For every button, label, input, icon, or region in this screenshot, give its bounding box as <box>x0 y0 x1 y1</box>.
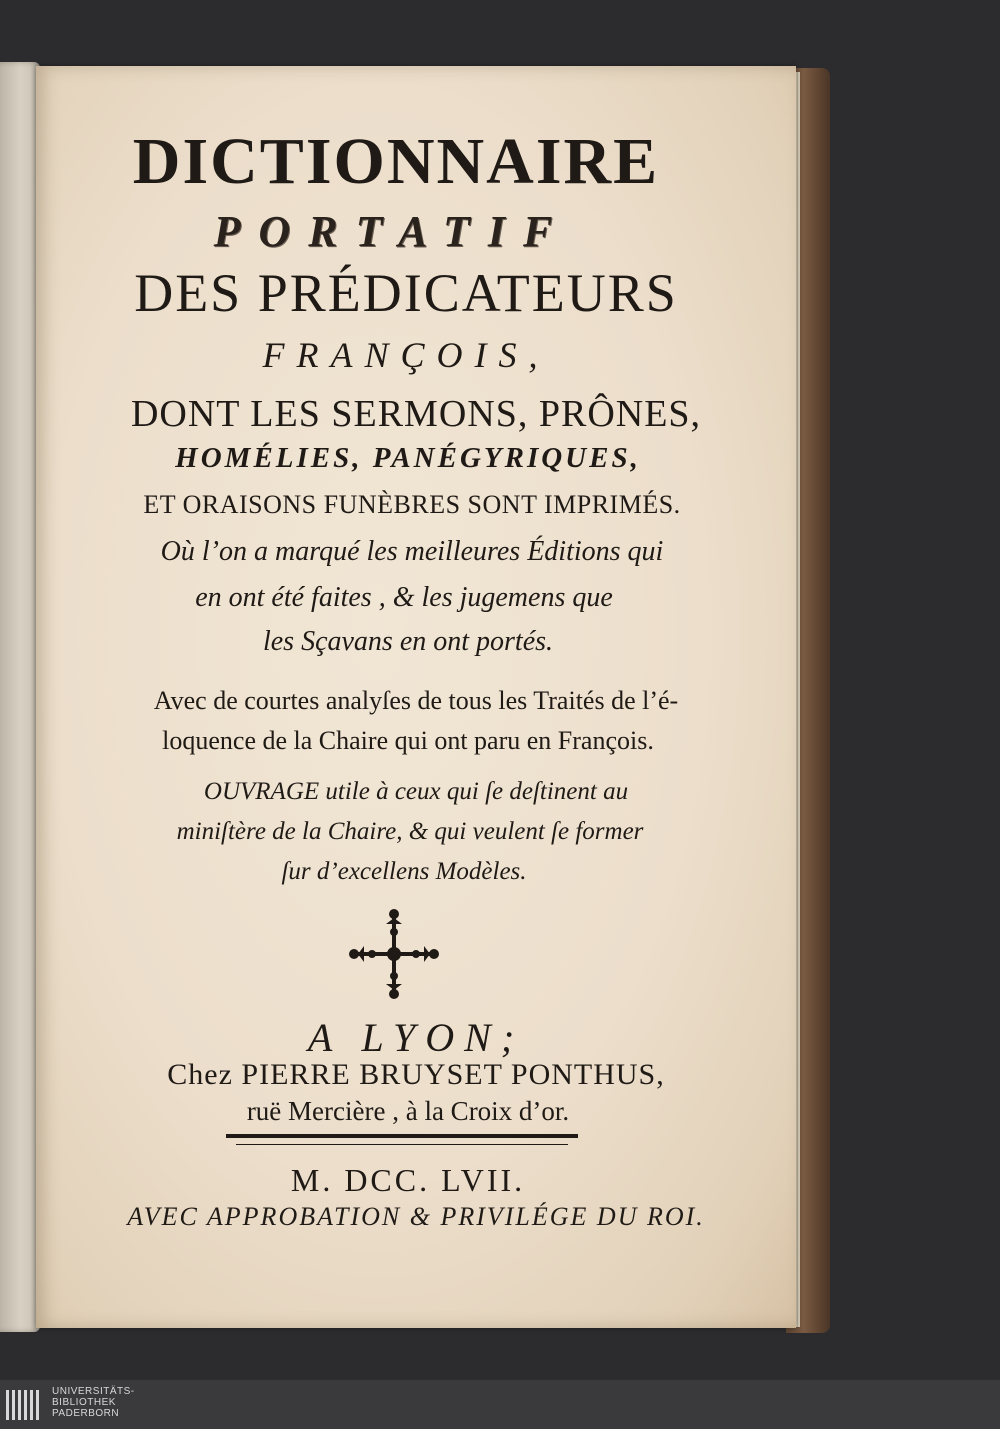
logo-text-line-3: PADERBORN <box>52 1408 120 1419</box>
subtitle-homelies: HOMÉLIES, PANÉGYRIQUES, <box>175 442 641 474</box>
title-main: DICTIONNAIRE <box>132 125 660 198</box>
description-line-2: en ont été faites , & les jugemens que <box>195 582 613 613</box>
ouvrage-line-1: OUVRAGE utile à ceux qui ſe deſtinent au <box>203 778 629 805</box>
title-predicateurs: DES PRÉDICATEURS <box>134 263 678 323</box>
description-line-3: les Sçavans en ont portés. <box>262 626 554 657</box>
title-portatif: PORTATIF <box>213 207 571 256</box>
imprint-address: ruë Mercière , à la Croix d’or. <box>246 1096 570 1126</box>
approbation-line: AVEC APPROBATION & PRIVILÉGE DU ROI. <box>127 1202 705 1231</box>
imprint-date: M. DCC. LVII. <box>290 1162 526 1198</box>
rule-thin <box>236 1144 568 1145</box>
fleuron-ornament-icon <box>346 906 442 1002</box>
logo-text-line-2: BIBLIOTHEK <box>52 1397 116 1408</box>
imprint-printer: Chez PIERRE BRUYSET PONTHUS, <box>167 1058 665 1091</box>
ouvrage-line-3: ſur d’excellens Modèles. <box>281 858 527 885</box>
subtitle-oraisons: ET ORAISONS FUNÈBRES SONT IMPRIMÉS. <box>143 490 681 519</box>
rule-thick <box>226 1134 578 1138</box>
description-line-1: Où l’on a marqué les meilleures Éditions qui <box>160 536 664 567</box>
imprint-city: A LYON; <box>307 1015 525 1060</box>
library-logo-icon <box>4 1386 44 1424</box>
footer-bar <box>0 1380 1000 1429</box>
title-page <box>36 66 796 1328</box>
subtitle-dont: DONT LES SERMONS, PRÔNES, <box>130 393 702 435</box>
analysis-line-2: loquence de la Chaire qui ont paru en François. <box>162 726 654 755</box>
logo-text-line-1: UNIVERSITÄTS- <box>52 1386 135 1397</box>
ouvrage-line-2: miniſtère de la Chaire, & qui veulent ſe former <box>176 818 644 845</box>
analysis-line-1: Avec de courtes analyſes de tous les Traités de l’é- <box>153 686 679 715</box>
title-francois: FRANÇOIS, <box>262 335 550 375</box>
